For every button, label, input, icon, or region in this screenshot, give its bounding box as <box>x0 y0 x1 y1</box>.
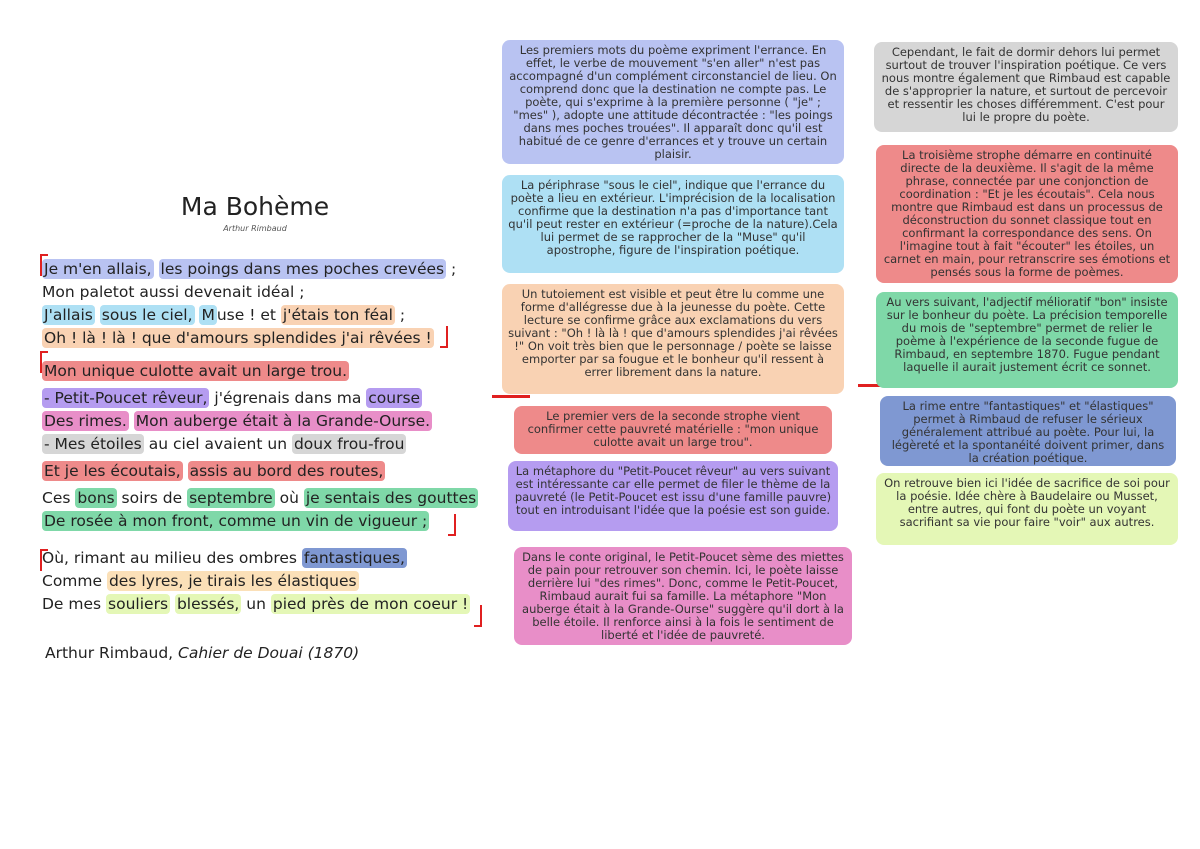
poem-line: Où, rimant au milieu des ombres fantastiques, <box>42 549 405 567</box>
highlight: pied près de mon coeur ! <box>272 595 469 613</box>
poem-text <box>42 258 478 616</box>
highlight: bons <box>77 489 115 507</box>
highlight: Et je les écoutais, <box>44 462 181 480</box>
highlight: Des rimes. <box>44 412 127 430</box>
highlight: course <box>368 389 421 407</box>
note-pauvrete: Le premier vers de la seconde strophe vient confirmer cette pauvreté matérielle : "mon unique culotte avait un large trou". <box>514 406 832 454</box>
highlight: je sentais des gouttes <box>305 489 477 507</box>
note-sous-le-ciel: La périphrase "sous le ciel", indique que l'errance du poète a lieu en extérieur. L'imprécision de la localisation confirme que la destination n'a pas d'importance tant qu'il peut rester en extérieur (=proche de la nature).Cela lui permet de se rapprocher de la "Muse" qu'il apostrophe, figure de l'inspiration poétique. <box>502 175 844 273</box>
poem-line <box>42 510 478 533</box>
highlight: - Petit-Poucet rêveur, <box>44 389 208 407</box>
poem-line: De mes souliers blessés, un pied près de mon coeur ! <box>42 595 469 613</box>
highlight: doux frou-frou <box>293 435 405 453</box>
highlight: sous le ciel, <box>101 306 193 324</box>
highlight: Oh ! là ! là ! que d'amours splendides j'ai rêvées ! <box>44 329 432 347</box>
highlight: Je m'en allais, <box>44 260 152 278</box>
poem-line <box>42 460 478 483</box>
poem-line: - Mes étoiles au ciel avaient un doux frou-frou <box>44 435 405 453</box>
poem-line: Ces bons soirs de septembre où je sentais des gouttes <box>42 489 477 507</box>
poem-credit: Arthur Rimbaud, Cahier de Douai (1870) <box>45 644 360 662</box>
highlight: blessés, <box>176 595 240 613</box>
note-conte: Dans le conte original, le Petit-Poucet sème des miettes de pain pour retrouver son chemin. Ici, le poète laisse derrière lui "des rimes". Donc, comme le Petit-Poucet, Rimbaud aurait fui sa famille. La métaphore "Mon auberge était à la Grande-Ourse" suggère qu'il dort à la belle étoile. Il renforce ainsi à la fois le sentiment de liberté et l'idée de pauvreté. <box>514 547 852 645</box>
highlight: - Mes étoiles <box>44 435 142 453</box>
highlight: j'étais ton féal <box>282 306 393 324</box>
highlight: Mon unique culotte avait un large trou. <box>44 362 348 380</box>
poem-line <box>42 360 478 383</box>
highlight: J'allais <box>44 306 93 324</box>
highlight: septembre <box>189 489 273 507</box>
note-rime: La rime entre "fantastiques" et "élastiques" permet à Rimbaud de refuser le sérieux généralement attribué au poète. Pour lui, la légèreté et la spontanéité doivent primer, dans la création poétique. <box>880 396 1176 466</box>
note-troisieme-strophe: La troisième strophe démarre en continuité directe de la deuxième. Il s'agit de la même phrase, connectée par une conjonction de coordination : "Et je les écoutais". Cela nous montre que Rimbaud est dans un processus de déconstruction du sonnet classique tout en confirmant la correspondance des sens. On l'imagine tout à fait "écouter" les étoiles, un carnet en main, pour retranscrire ses émotions et pensés sous la forme de poèmes. <box>876 145 1178 283</box>
poem-line: Je m'en allais, les poings dans mes poches crevées ; <box>44 260 457 278</box>
highlight: des lyres, je tirais les élastiques <box>108 572 357 590</box>
highlight: souliers <box>108 595 169 613</box>
highlight: M <box>201 306 215 324</box>
poem-line: Comme des lyres, je tirais les élastiques <box>42 572 357 590</box>
column-divider-mark <box>492 395 530 398</box>
poem-line: J'allais sous le ciel, M use ! et j'étais ton féal ; <box>44 306 406 324</box>
note-bon-septembre: Au vers suivant, l'adjectif mélioratif "bon" insiste sur le bonheur du poète. La précision temporelle du mois de "septembre" permet de relier le poème à l'expérience de la seconde fugue de Rimbaud, en septembre 1870. Fugue pendant laquelle il aurait justement écrit ce sonnet. <box>876 292 1178 388</box>
highlight: Mon auberge était à la Grande-Ourse. <box>135 412 431 430</box>
poem-title: Ma Bohème <box>180 192 330 221</box>
highlight: fantastiques, <box>303 549 405 567</box>
poem-line: - Petit-Poucet rêveur, j'égrenais dans ma course <box>44 389 421 407</box>
highlight: assis au bord des routes, <box>189 462 384 480</box>
highlight: De rosée à mon front, comme un vin de vigueur ; <box>44 512 428 530</box>
poem-line <box>42 327 478 350</box>
note-sacrifice: On retrouve bien ici l'idée de sacrifice de soi pour la poésie. Idée chère à Baudelaire ou Musset, entre autres, qui font du poète un voyant sacrifiant sa vie pour faire "voir" aux autres. <box>876 473 1178 545</box>
note-tutoiement: Un tutoiement est visible et peut être lu comme une forme d'allégresse due à la jeunesse du poète. Cette lecture se confirme grâce aux exclamations du vers suivant : "Oh ! là là ! que d'amours splendides j'ai rêvées !" On voit très bien que le personnage / poète se laisse emporter par sa fougue et le bonheur qu'il ressent à errer librement dans la nature. <box>502 284 844 394</box>
note-errance: Les premiers mots du poème expriment l'errance. En effet, le verbe de mouvement "s'en aller" n'est pas accompagné d'un complément circonstanciel de lieu. On comprend donc que la destination ne compte pas. Le poète, qui s'exprime à la première personne ( "je" ; "mes" ), adopte une attitude décontractée : "les poings dans mes poches trouées". Il apparaît donc qu'il est habitué de ce genre d'errances et y trouve un certain plaisir. <box>502 40 844 164</box>
note-petit-poucet: La métaphore du "Petit-Poucet rêveur" au vers suivant est intéressante car elle permet de filer le thème de la pauvreté (le Petit-Poucet est issu d'une famille pauvre) tout en introduisant l'idée que la poésie est son guide. <box>508 461 838 531</box>
highlight: les poings dans mes poches crevées <box>160 260 445 278</box>
note-inspiration: Cependant, le fait de dormir dehors lui permet surtout de trouver l'inspiration poétique. Ce vers nous montre également que Rimbaud est capable de s'approprier la nature, et surtout de percevoir et ressentir les choses différemment. C'est pour lui le propre du poète. <box>874 42 1178 132</box>
poem-line <box>42 410 478 433</box>
poem-line: Mon paletot aussi devenait idéal ; <box>42 283 305 301</box>
poem-author-small: Arthur Rimbaud <box>223 224 287 233</box>
